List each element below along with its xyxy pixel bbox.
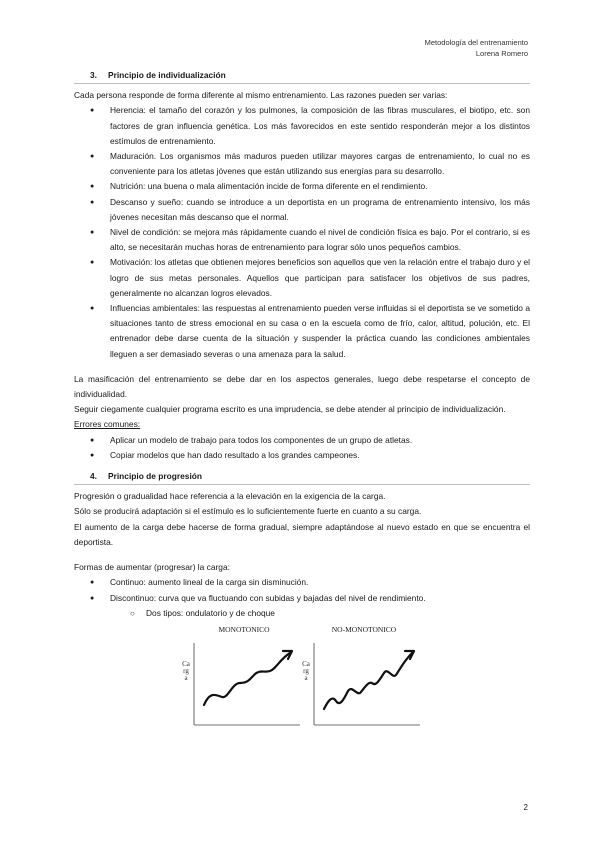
forms-list: [74, 575, 530, 605]
factor-descanso: ● Descanso y sueño: cuando se introduce a un deportista en un programa de entrenamiento intensivo, los más jóvenes necesitan más descanso que el normal.: [74, 195, 530, 225]
programa-paragraph: Seguir ciegamente cualquier programa escrito es una imprudencia, se debe atender al principio de individualización.: [74, 404, 506, 415]
error-item: ● Aplicar un modelo de trabajo para todos los componentes de un grupo de atletas.: [74, 433, 530, 448]
individualization-factors: [74, 103, 530, 361]
header-course: Metodología del entrenamiento: [424, 38, 528, 47]
header-author: Lorena Romero: [475, 49, 528, 58]
progresion-line-2: Sólo se producirá adaptación si el estímulo es lo suficientemente fuerte en cuanto a su carga.: [74, 506, 422, 517]
forms-heading: Formas de aumentar (progresar) la carga:: [74, 562, 230, 573]
errors-list: [74, 433, 530, 463]
section-4-number: 4.: [90, 471, 97, 482]
form-discontinuo: ● Discontinuo: curva que va fluctuando con subidas y bajadas del nivel de rendimiento.: [74, 591, 530, 606]
page-number: 2: [523, 803, 528, 812]
page-header: [425, 37, 528, 59]
factor-nutricion: ● Nutrición: una buena o mala alimentación incide de forma diferente en el rendimiento.: [74, 179, 530, 194]
form-continuo: ● Continuo: aumento lineal de la carga sin disminución.: [74, 575, 530, 590]
errors-heading: Errores comunes:: [74, 419, 141, 430]
non-monotonic-title: NO-MONOTONICO: [331, 624, 397, 634]
monotonic-graph: [182, 639, 306, 735]
error-item: ● Copiar modelos que han dado resultado a los grandes campeones.: [74, 448, 530, 463]
subforms-list: [74, 606, 530, 621]
section-3-title: Principio de individualización: [108, 70, 226, 80]
progresion-line-3: El aumento de la carga debe hacerse de forma gradual, siempre adaptándose al nuevo estado en que se encuentra el deportista.: [74, 521, 530, 547]
factor-herencia: ● Herencia: el tamaño del corazón y los pulmones, la composición de las fibras musculares, el biotipo, etc. son factores de gran influencia genética. Los más favorecidos en este sentido responderán mejor a los distintos estímulos de entrenamiento.: [74, 103, 530, 149]
monotonic-curve: [204, 653, 290, 705]
non-monotonic-ylabel: Carga: [302, 659, 310, 682]
section-4-heading: [74, 469, 530, 485]
non-monotonic-curve: [324, 653, 412, 709]
factor-condicion: ● Nivel de condición: se mejora más rápidamente cuando el nivel de condición física es bajo. Por el contrario, si es alto, se necesitarán muchas horas de entrenamiento para lograr sólo unos pequeños cambios.: [74, 225, 530, 255]
non-monotonic-figure: [302, 625, 426, 737]
factor-maduracion: ● Maduración. Los organismos más maduros pueden utilizar mayores cargas de entrenamiento, lo cual no es conveniente para los atletas jóvenes que están utilizando sus energías para su desarrollo.: [74, 149, 530, 179]
section-3-number: 3.: [90, 70, 97, 80]
subform-item: ○ Dos tipos: ondulatorio y de choque: [74, 606, 530, 621]
progresion-line-1: Progresión o gradualidad hace referencia a la elevación en la exigencia de la carga.: [74, 491, 386, 502]
factor-motivacion: ● Motivación: los atletas que obtienen mejores beneficios son aquellos que ven la relación entre el trabajo duro y el logro de sus metas personales. Aquellos que participan para satisfacer los objetivos de sus padres, generalmente no alcanzan logros elevados.: [74, 255, 530, 301]
monotonic-ylabel: Carga: [182, 659, 190, 682]
section-3-intro: Cada persona responde de forma diferente al mismo entrenamiento. Las razones pueden ser varias:: [74, 90, 448, 101]
document-body: [74, 68, 530, 743]
non-monotonic-graph: [302, 639, 426, 735]
monotonic-figure: [182, 625, 306, 737]
section-3-heading: [74, 68, 530, 84]
section-4-title: Principio de progresión: [108, 471, 202, 482]
load-progression-figures: [74, 625, 530, 743]
monotonic-title: MONOTONICO: [218, 624, 270, 634]
masificacion-paragraph: La masificación del entrenamiento se debe dar en los aspectos generales, luego debe respetarse el concepto de individualidad.: [74, 373, 530, 400]
factor-ambientales: ● Influencias ambientales: las respuestas al entrenamiento pueden verse influidas si el deportista se ve sometido a situaciones tanto de stress emocional en su casa o en la escuela como de frío, calor, altitud, polución, etc. El entrenador debe darse cuenta de la situación y suspender la práctica cuando las condiciones ambientales lleguen a ser demasiado severas o una amenaza para la salud.: [74, 301, 530, 362]
